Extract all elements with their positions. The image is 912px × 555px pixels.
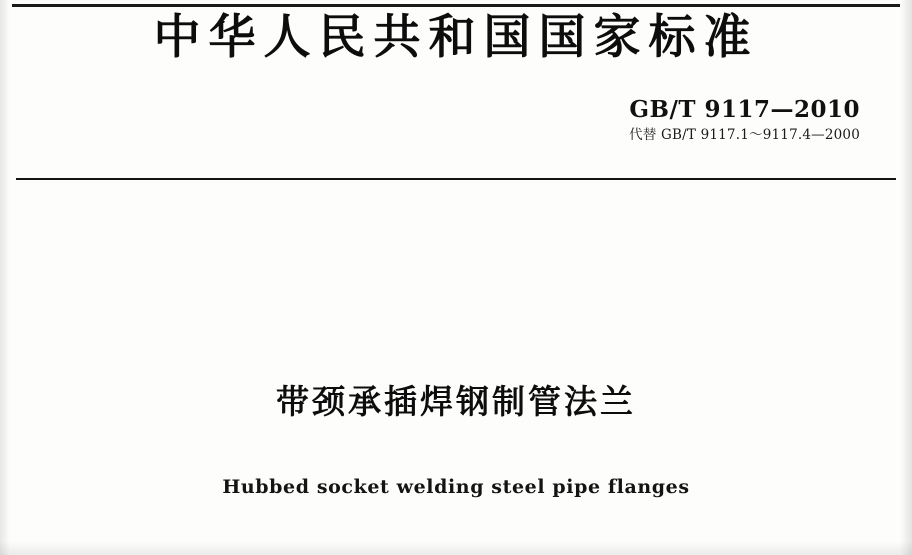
header-separator-rule bbox=[16, 178, 896, 180]
page-edge-shadow-left bbox=[0, 0, 10, 555]
standard-replaces-note: 代替 GB/T 9117.1～9117.4—2000 bbox=[629, 127, 860, 143]
document-title-chinese: 带颈承插焊钢制管法兰 bbox=[276, 382, 636, 421]
header-top-rule bbox=[12, 4, 900, 7]
standard-designation-block bbox=[629, 96, 860, 144]
standard-number: GB/T 9117—2010 bbox=[629, 96, 860, 123]
national-standard-banner: 中华人民共和国国家标准 bbox=[153, 10, 759, 65]
document-title-english: Hubbed socket welding steel pipe flanges bbox=[222, 476, 690, 498]
page-edge-shadow-bottom bbox=[0, 541, 912, 555]
page-edge-shadow-right bbox=[900, 0, 912, 555]
